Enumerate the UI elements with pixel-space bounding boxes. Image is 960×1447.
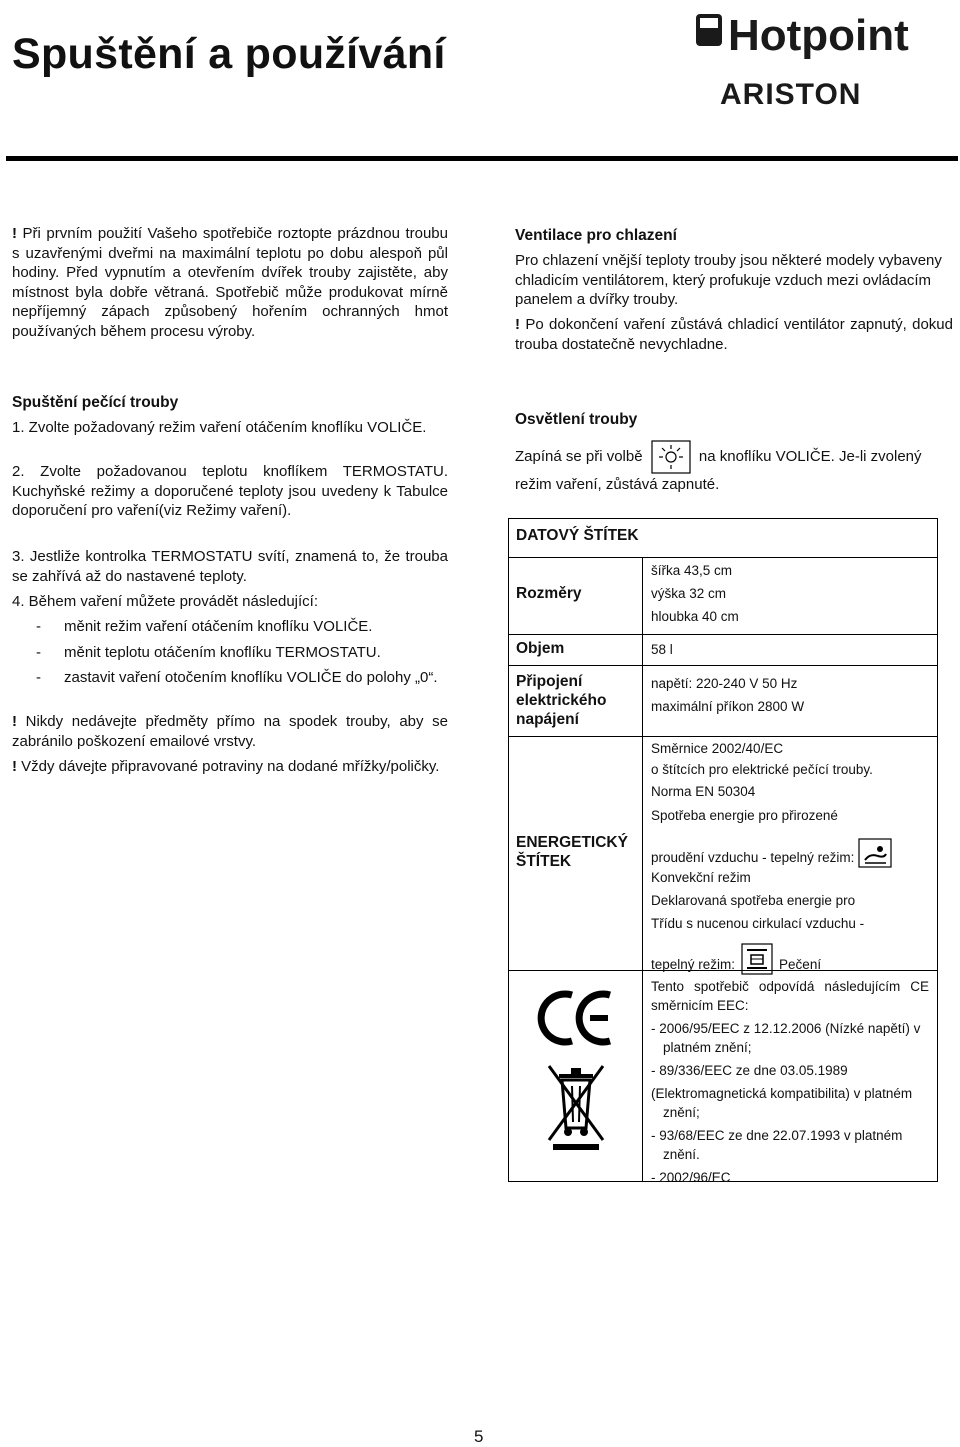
start-heading: Spuštění pečící trouby: [12, 394, 179, 411]
list-item: [36, 643, 456, 663]
light-heading: Osvětlení trouby: [515, 411, 638, 428]
ce-item: (Elektromagnetická kompatibilita) v platném znění;: [651, 1086, 913, 1120]
list-item: [36, 668, 456, 688]
step-2: 2. Zvolte požadovanou teplotu knoflíkem TERMOSTATU. Kuchyňské režimy a doporučené teploty jsou uvedeny k Tabulce doporučení pro vaření(viz Režimy vaření).: [12, 463, 448, 519]
step-4: 4. Během vaření můžete provádět následující:: [12, 593, 319, 610]
ce-item: - 93/68/EEC ze dne 22.07.1993 v platném znění.: [651, 1128, 903, 1162]
light-text: [515, 440, 935, 496]
ce-intro: Tento spotřebič odpovídá následujícím CE směrnicím EEC:: [651, 979, 929, 1013]
page-number: 5: [474, 1427, 484, 1446]
weee-crossed-bin-icon: [545, 1062, 607, 1157]
warning-mark: !: [515, 316, 520, 333]
convection-line: Deklarovaná spotřeba energie pro: [651, 893, 856, 908]
energy-line: Směrnice 2002/40/EC: [651, 741, 784, 756]
dimension-width: šířka 43,5 cm: [651, 563, 733, 578]
data-label-table: [508, 518, 938, 1185]
hotpoint-ariston-logo: [690, 4, 930, 116]
step-1: 1. Zvolte požadovaný režim vaření otáčením knoflíku VOLIČE.: [12, 419, 427, 436]
table-row: [509, 736, 937, 970]
page-title: Spuštění a používání: [12, 30, 446, 78]
svg-text:Hotpoint: Hotpoint: [728, 11, 909, 60]
list-item-text: zastavit vaření otočením knoflíku VOLIČE do polohy „0“.: [64, 669, 438, 686]
light-text-before: Zapíná se při volbě: [515, 447, 643, 465]
convection-line: Konvekční režim: [651, 870, 751, 885]
fan-text: tepelný režim:: [651, 957, 736, 972]
ventilation-text: Pro chlazení vnější teploty trouby jsou některé modely vybaveny chladicím ventilátorem, který profukuje vzduch mezi ovládacím panelem a dvířky trouby.: [515, 252, 942, 308]
warning-text: Nikdy nedávejte předměty přímo na spodek trouby, aby se zabránilo poškození emailové vrstvy.: [12, 713, 448, 750]
warning-mark: !: [12, 225, 17, 242]
ce-item: - 89/336/EEC ze dne 03.05.1989: [651, 1063, 848, 1078]
energy-label: ENERGETICKÝ ŠTÍTEK: [509, 737, 643, 970]
warning-mark: !: [12, 713, 17, 730]
light-text-after: na knoflíku VOLIČE. Je-li zvolený režim vaření, zůstává zapnuté.: [515, 447, 922, 493]
ce-item: - 2006/95/EEC z 12.12.2006 (Nízké napětí) v platném znění;: [651, 1021, 921, 1055]
list-item-text: měnit režim vaření otáčením knoflíku VOLIČE.: [64, 618, 373, 635]
step-3: 3. Jestliže kontrolka TERMOSTATU svítí, znamená to, že trouba se zahřívá až do nastavené teploty.: [12, 548, 448, 585]
table-row: [509, 557, 937, 634]
energy-line: Spotřeba energie pro přirozené: [651, 808, 838, 823]
bullet-dash: -: [36, 618, 41, 635]
intro-paragraph: [12, 224, 448, 341]
dimension-depth: hloubka 40 cm: [651, 609, 739, 624]
list-item: [36, 617, 456, 637]
volume-value: 58 l: [651, 642, 673, 657]
voltage-value: napětí: 220-240 V 50 Hz: [651, 676, 798, 691]
step-4-list: [36, 617, 456, 688]
energy-line: o štítcích pro elektrické pečící trouby.: [651, 762, 873, 777]
max-power-value: maximální příkon 2800 W: [651, 699, 805, 714]
oven-light-icon: [651, 440, 691, 474]
table-row: [509, 634, 937, 665]
table-row: [509, 970, 937, 1185]
warning-racks: [12, 757, 448, 777]
warning-text: Po dokončení vaření zůstává chladicí ventilátor zapnutý, dokud trouba dostatečně nevychladne.: [515, 316, 953, 353]
intro-text: Při prvním použití Vašeho spotřebiče roztopte prázdnou troubu s uzavřenými dveřmi na maximální teplotu po dobu alespoň půl hodiny. Před vypnutím a otevřením dvířek trouby zajistěte, aby místnost byla dobře větraná. Spotřebič může produkovat mírně nepříjemný zápach způsobený hořením ochranných hmot používaných během procesu výroby.: [12, 225, 448, 340]
table-row: [509, 665, 937, 736]
bullet-dash: -: [36, 643, 41, 661]
convection-text: proudění vzduchu - tepelný režim:: [651, 850, 855, 865]
convection-line: Třídu s nucenou cirkulací vzduchu -: [651, 916, 865, 931]
convection-row: [651, 838, 929, 868]
power-label: Připojení elektrického napájení: [509, 666, 643, 736]
header-rule: [6, 156, 958, 161]
bullet-dash: -: [36, 669, 41, 686]
symbols-cell: [509, 971, 643, 1181]
table-row: [509, 519, 937, 557]
fan-after-text: Pečení: [779, 957, 822, 972]
warning-text: Vždy dávejte připravované potraviny na dodané mřížky/poličky.: [17, 758, 440, 775]
convection-mode-icon: [858, 838, 892, 868]
dimension-height: výška 32 cm: [651, 586, 727, 601]
list-item-text: měnit teplotu otáčením knoflíku TERMOSTATU.: [64, 643, 381, 661]
volume-label: Objem: [509, 635, 643, 665]
dimensions-label: Rozměry: [509, 558, 643, 634]
energy-line: Norma EN 50304: [651, 784, 756, 799]
warning-mark: !: [12, 758, 17, 775]
svg-text:ARISTON: ARISTON: [720, 78, 862, 111]
warning-bottom: [12, 712, 448, 751]
data-label-title: DATOVÝ ŠTÍTEK: [516, 527, 639, 544]
ventilation-warning: [515, 315, 953, 354]
ventilation-heading: Ventilace pro chlazení: [515, 227, 677, 244]
ce-item: - 2002/96/EC: [651, 1170, 731, 1185]
ce-mark-icon: [536, 987, 616, 1054]
